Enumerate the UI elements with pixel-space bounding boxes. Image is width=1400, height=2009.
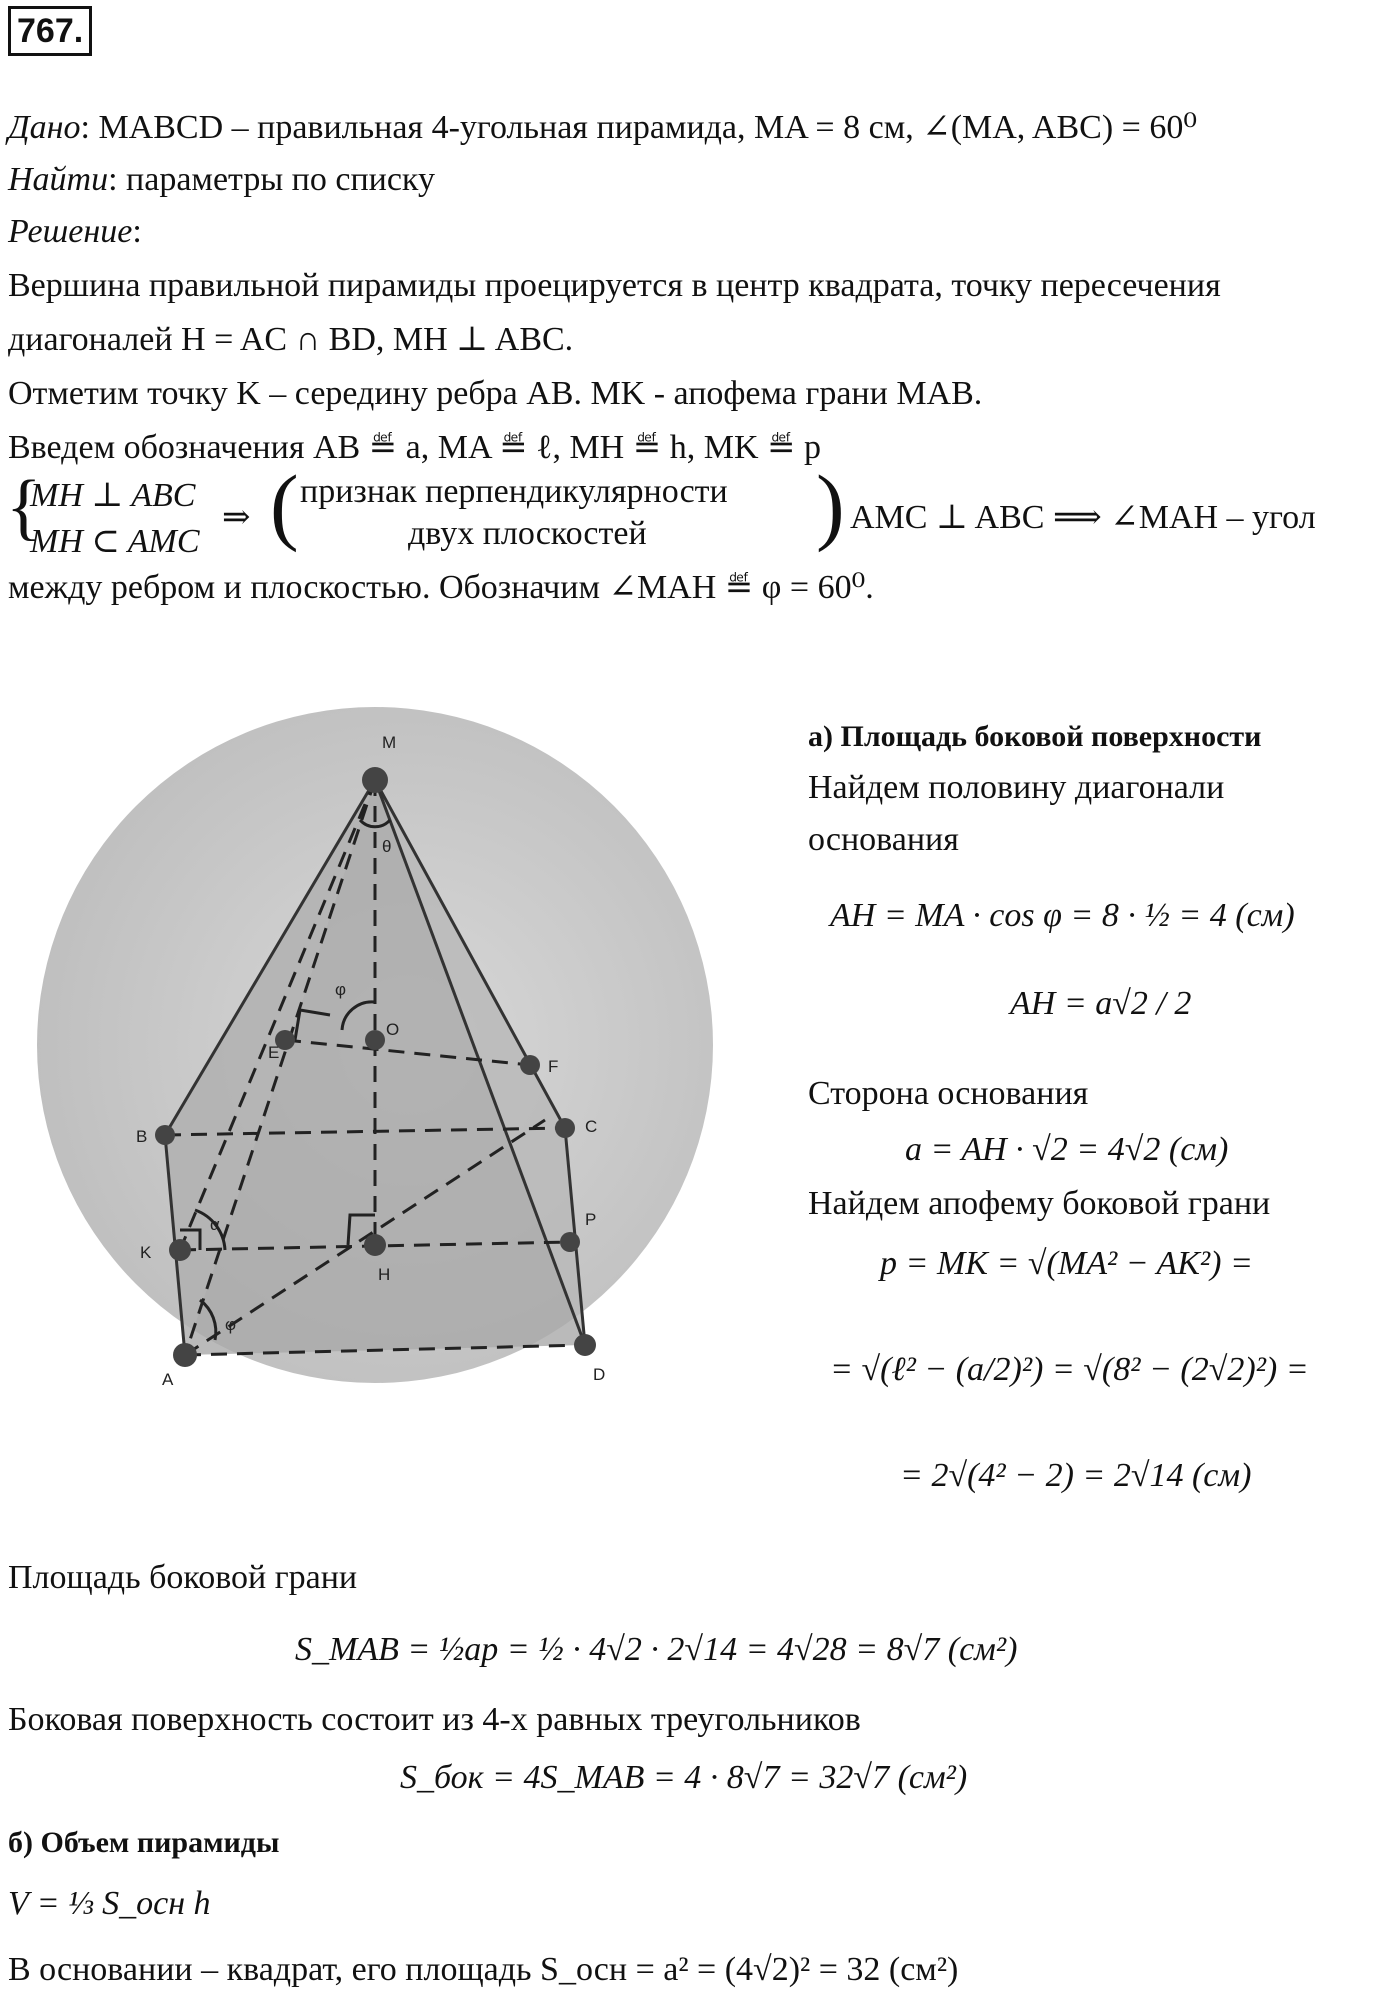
label-c: C [585,1117,598,1136]
point-o [365,1030,385,1050]
find-label: Найти [8,161,109,198]
base-area-line: В основании – квадрат, его площадь S_осн = a² = (4√2)² = 32 (см²) [8,1951,959,1988]
intro-line-2: диагоналей H = AC ∩ BD, MH ⊥ ABC. [8,321,574,358]
angle-definition-line: между ребром и плоскостью. Обозначим ∠MAH ≝ φ = 60⁰. [8,569,874,606]
find-line [8,160,435,199]
label-h: H [378,1265,391,1284]
point-h [364,1234,386,1256]
intro-line-4: Введем обозначения AB ≝ a, MA ≝ ℓ, MH ≝ h, MK ≝ p [8,429,821,466]
label-theta: θ [382,837,392,856]
label-m: M [382,733,397,752]
label-b: B [136,1127,148,1146]
label-o: O [386,1020,400,1039]
given-text: : MABCD – правильная 4-угольная пирамида, MA = 8 см, ∠(MA, ABC) = 60⁰ [80,109,1197,146]
point-k [169,1239,191,1261]
part-a-title: а) Площадь боковой поверхности [808,720,1262,753]
label-d: D [593,1365,606,1384]
lateral-face-heading: Площадь боковой грани [8,1559,358,1596]
right-paren: ) [816,457,845,553]
left-paren: ( [270,457,299,553]
solution-label: Решение [8,213,133,250]
reason-line-2: двух плоскостей [408,515,647,552]
lateral-surface-text: Боковая поверхность состоит из 4-х равных треугольников [8,1701,861,1738]
given-line [8,108,1197,147]
formula-volume: V = ⅓ S_осн h [8,1885,211,1922]
system-line-1: MH ⊥ ABC [30,477,196,514]
label-alpha: α [210,1215,220,1234]
part-a-line-2: основания [808,821,959,858]
formula-apothem-3: = 2√(4² − 2) = 2√14 (см) [900,1457,1252,1494]
part-a-line-1: Найдем половину диагонали [808,769,1225,806]
point-b [155,1125,175,1145]
pyramid-figure [30,690,720,1400]
intro-line-1: Вершина правильной пирамиды проецируется в центр квадрата, точку пересечения [8,267,1221,304]
formula-lateral-surface: S_бок = 4S_MAB = 4 · 8√7 = 32√7 (см²) [400,1759,968,1796]
point-f [520,1055,540,1075]
find-text: : параметры по списку [108,161,435,198]
system-line-2: MH ⊂ AMC [30,523,200,560]
label-phi-a: φ [225,1315,237,1334]
label-k: K [140,1243,152,1262]
left-brace: { [6,466,42,548]
solution-line [8,212,142,251]
given-label: Дано [8,109,81,146]
label-a: A [162,1370,174,1389]
intro-line-3: Отметим точку K – середину ребра AB. MK - апофема грани MAB. [8,375,983,412]
label-p: P [585,1210,597,1229]
reason-line-1: признак перпендикулярности [300,473,728,510]
point-m [362,767,388,793]
formula-face-area: S_MAB = ½ap = ½ · 4√2 · 2√14 = 4√28 = 8√7 (см²) [295,1631,1018,1668]
label-e: E [268,1043,280,1062]
system-conclusion: AMC ⊥ ABC ⟹ ∠MAH – угол [850,499,1316,536]
part-a-line-side: Сторона основания [808,1075,1089,1112]
part-a-line-apothem: Найдем апофему боковой грани [808,1185,1271,1222]
formula-ah-diag: AH = a√2 / 2 [1010,985,1192,1022]
formula-apothem-2: = √(ℓ² − (a/2)²) = √(8² − (2√2)²) = [830,1351,1309,1388]
formula-side: a = AH · √2 = 4√2 (см) [905,1131,1229,1168]
formula-apothem-1: p = MK = √(MA² − AK²) = [880,1245,1253,1282]
point-a [173,1343,197,1367]
implies-arrow: ⇒ [222,499,251,536]
part-b-title: б) Объем пирамиды [8,1826,280,1859]
point-p [560,1232,580,1252]
point-d [574,1334,596,1356]
solution-text: : [132,213,142,250]
formula-ah-cos: AH = MA · cos φ = 8 · ½ = 4 (см) [830,897,1295,934]
label-f: F [548,1057,559,1076]
problem-number: 767. [8,6,92,56]
label-phi-o: φ [335,980,347,999]
point-c [555,1118,575,1138]
